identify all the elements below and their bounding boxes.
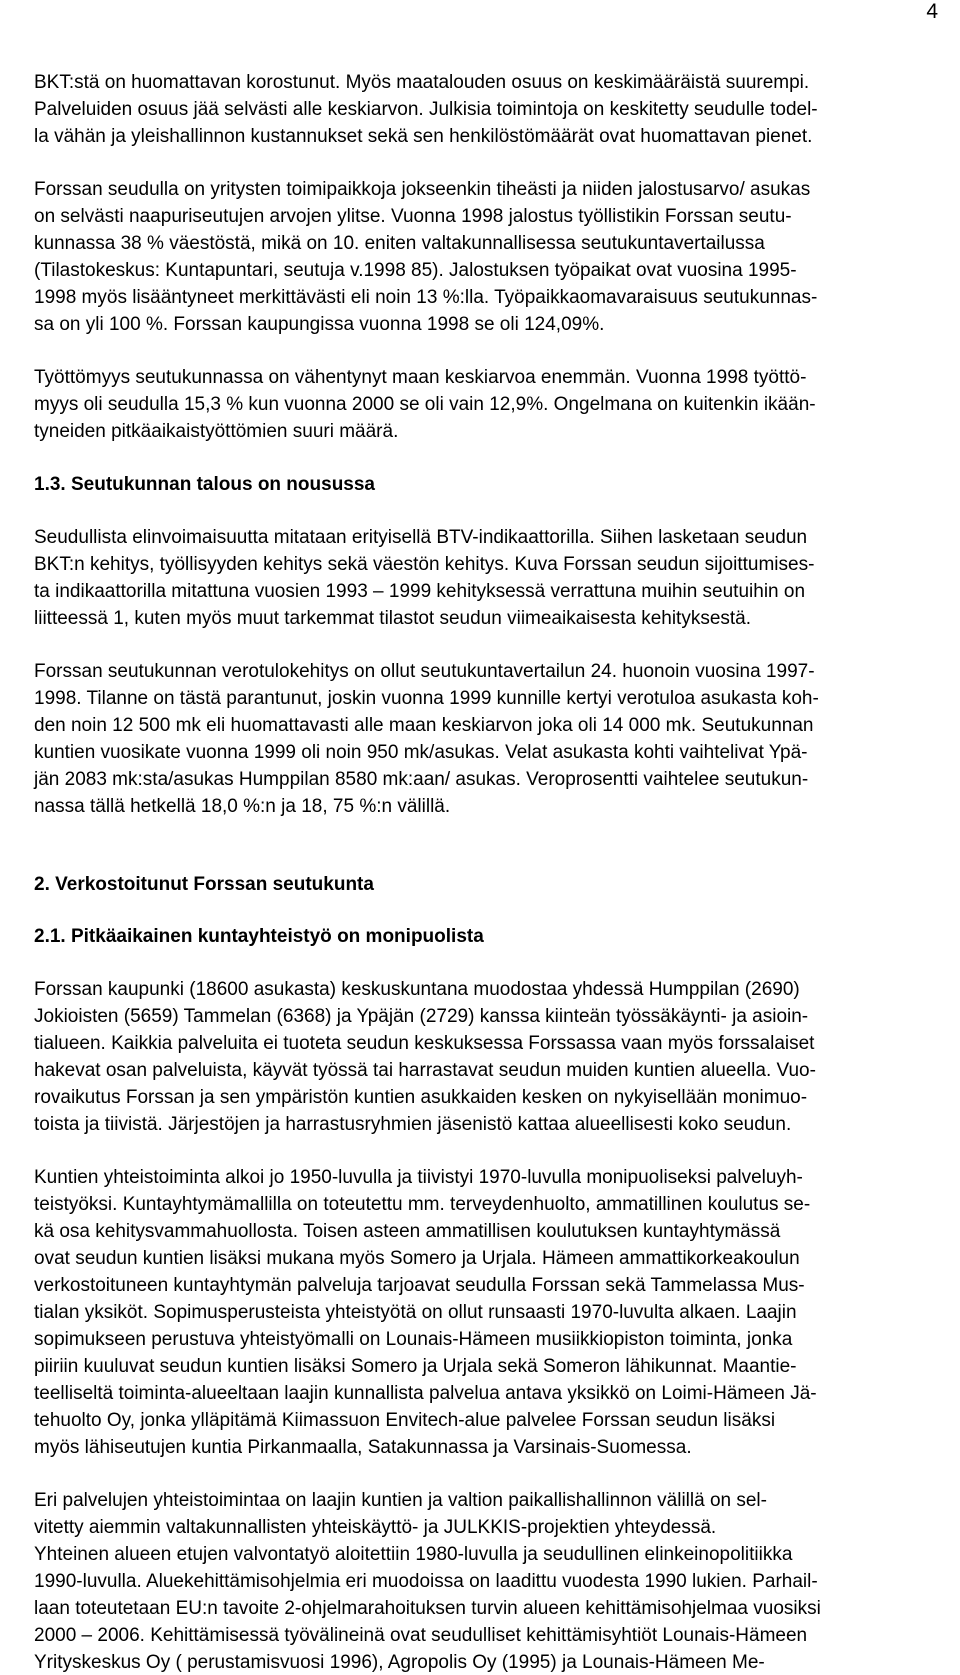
- page-number: 4: [926, 0, 938, 23]
- text-line: Työttömyys seutukunnassa on vähentynyt maan keskiarvoa enemmän. Vuonna 1998 työttö-: [34, 367, 807, 388]
- text-line: ovat seudun kuntien lisäksi mukana myös Somero ja Urjala. Hämeen ammattikorkeakoulun: [34, 1248, 800, 1269]
- text-line: Kuntien yhteistoiminta alkoi jo 1950-luvulla ja tiivistyi 1970-luvulla monipuoliseksi palveluyh-: [34, 1167, 803, 1188]
- text-line: Forssan seutukunnan verotulokehitys on ollut seutukuntavertailun 24. huonoin vuosina 1997-: [34, 661, 815, 682]
- text-line: jän 2083 mk:sta/asukas Humppilan 8580 mk:aan/ asukas. Veroprosentti vaihtelee seutukun-: [34, 769, 809, 790]
- text-line: teistyöksi. Kuntayhtymämallilla on toteutettu mm. terveydenhuolto, ammatillinen koulutus se-: [34, 1194, 811, 1215]
- text-line: Forssan seudulla on yritysten toimipaikkoja jokseenkin tiheästi ja niiden jalostusarvo/ asukas: [34, 179, 811, 200]
- text-line: tialueen. Kaikkia palveluita ei tuoteta seudun keskuksessa Forssassa vaan myös forssalaiset: [34, 1033, 815, 1054]
- text-line: BKT:n kehitys, työllisyyden kehitys sekä väestön kehitys. Kuva Forssan seudun sijoittumises-: [34, 554, 815, 575]
- text-line: Jokioisten (5659) Tammelan (6368) ja Ypäjän (2729) kanssa kiinteän työssäkäynti- ja asioin-: [34, 1006, 809, 1027]
- text-line: den noin 12 500 mk eli huomattavasti alle maan keskiarvon joka oli 14 000 mk. Seutukunnan: [34, 715, 814, 736]
- text-line: kuntien vuosikate vuonna 1999 oli noin 950 mk/asukas. Velat asukasta kohti vaihtelivat Ypä-: [34, 742, 808, 763]
- text-line: hakevat osan palveluista, käyvät työssä tai harrastavat seudun muiden kuntien alueella. Vuo-: [34, 1060, 816, 1081]
- text-line: verkostoituneen kuntayhtymän palveluja tarjoavat seudulla Forssan sekä Tammelassa Mus-: [34, 1275, 805, 1296]
- text-line: myös lähiseutujen kuntia Pirkanmaalla, Satakunnassa ja Varsinais-Suomessa.: [34, 1437, 692, 1458]
- text-line: nassa tällä hetkellä 18,0 %:n ja 18, 75 %:n välillä.: [34, 796, 451, 817]
- text-line: BKT:stä on huomattavan korostunut. Myös maatalouden osuus on keskimääräistä suurempi.: [34, 72, 810, 93]
- subsection-heading: 2.1. Pitkäaikainen kuntayhteistyö on monipuolista: [34, 926, 484, 947]
- text-line: tyneiden pitkäaikaistyöttömien suuri määrä.: [34, 421, 399, 442]
- text-line: piiriin kuuluvat seudun kuntien lisäksi Somero ja Urjala sekä Someron lähikunnat. Maantie-: [34, 1356, 797, 1377]
- text-line: 1998. Tilanne on tästä parantunut, joskin vuonna 1999 kunnille kertyi verotuloa asukasta koh-: [34, 688, 819, 709]
- text-line: 2000 – 2006. Kehittämisessä työvälineinä ovat seudulliset kehittämisyhtiöt Lounais-Hämeen: [34, 1625, 808, 1646]
- text-line: Seudullista elinvoimaisuutta mitataan erityisellä BTV-indikaattorilla. Siihen lasketaan seudun: [34, 527, 808, 548]
- text-line: kä osa kehitysvammahuollosta. Toisen asteen ammatillisen koulutuksen kuntayhtymässä: [34, 1221, 781, 1242]
- section-heading: 1.3. Seutukunnan talous on nousussa: [34, 474, 375, 495]
- text-line: sopimukseen perustuva yhteistyömalli on Lounais-Hämeen musiikkiopiston toiminta, jonka: [34, 1329, 793, 1350]
- text-line: vitetty aiemmin valtakunnallisten yhteiskäyttö- ja JULKKIS-projektien yhteydessä.: [34, 1517, 717, 1538]
- text-line: Yrityskeskus Oy ( perustamisvuosi 1996), Agropolis Oy (1995) ja Lounais-Hämeen Me-: [34, 1652, 765, 1673]
- text-line: sa on yli 100 %. Forssan kaupungissa vuonna 1998 se oli 124,09%.: [34, 314, 605, 335]
- text-line: rovaikutus Forssan ja sen ympäristön kuntien asukkaiden kesken on nykyisellään monimuo-: [34, 1087, 808, 1108]
- text-line: Forssan kaupunki (18600 asukasta) keskuskuntana muodostaa yhdessä Humppilan (2690): [34, 979, 800, 1000]
- text-line: laan toteutetaan EU:n tavoite 2-ohjelmarahoituksen turvin alueen kehittämisohjelmaa vuosiksi: [34, 1598, 821, 1619]
- text-line: ta indikaattorilla mitattuna vuosien 1993 – 1999 kehityksessä verrattuna muihin seutuihin on: [34, 581, 806, 602]
- section-heading: 2. Verkostoitunut Forssan seutukunta: [34, 874, 374, 895]
- text-line: liitteessä 1, kuten myös muut tarkemmat tilastot seudun viimeaikaisesta kehityksestä.: [34, 608, 752, 629]
- text-line: myys oli seudulla 15,3 % kun vuonna 2000 se oli vain 12,9%. Ongelmana on kuitenkin ikään-: [34, 394, 816, 415]
- text-line: tialan yksiköt. Sopimusperusteista yhteistyötä on ollut runsaasti 1970-luvulta alkaen. Laajin: [34, 1302, 797, 1323]
- text-line: Eri palvelujen yhteistoimintaa on laajin kuntien ja valtion paikallishallinnon välillä on sel-: [34, 1490, 767, 1511]
- text-line: la vähän ja yleishallinnon kustannukset sekä sen henkilöstömäärät ovat huomattavan pienet.: [34, 126, 813, 147]
- text-line: 1990-luvulla. Aluekehittämisohjelmia eri muodoissa on laadittu vuodesta 1990 lukien. Parhail-: [34, 1571, 818, 1592]
- text-line: on selvästi naapuriseutujen arvojen ylitse. Vuonna 1998 jalostus työllistikin Forssan seutu-: [34, 206, 792, 227]
- text-line: Yhteinen alueen etujen valvontatyö aloitettiin 1980-luvulla ja seudullinen elinkeinopolitiikka: [34, 1544, 793, 1565]
- text-line: (Tilastokeskus: Kuntapuntari, seutuja v.1998 85). Jalostuksen työpaikat ovat vuosina 1995-: [34, 260, 797, 281]
- text-line: tehuolto Oy, jonka ylläpitämä Kiimassuon Envitech-alue palvelee Forssan seudun lisäksi: [34, 1410, 776, 1431]
- text-line: teelliseltä toiminta-alueeltaan laajin kunnallista palvelua antava yksikkö on Loimi-Hämeen Jä-: [34, 1383, 817, 1404]
- text-line: 1998 myös lisääntyneet merkittävästi eli noin 13 %:lla. Työpaikkaomavaraisuus seutukunnas-: [34, 287, 818, 308]
- text-line: Palveluiden osuus jää selvästi alle keskiarvon. Julkisia toimintoja on keskitetty seudulle todel-: [34, 99, 818, 120]
- text-line: toista ja tiivistä. Järjestöjen ja harrastusryhmien jäsenistö kattaa alueellisesti koko seudun.: [34, 1114, 792, 1135]
- text-line: kunnassa 38 % väestöstä, mikä on 10. eniten valtakunnallisessa seutukuntavertailussa: [34, 233, 765, 254]
